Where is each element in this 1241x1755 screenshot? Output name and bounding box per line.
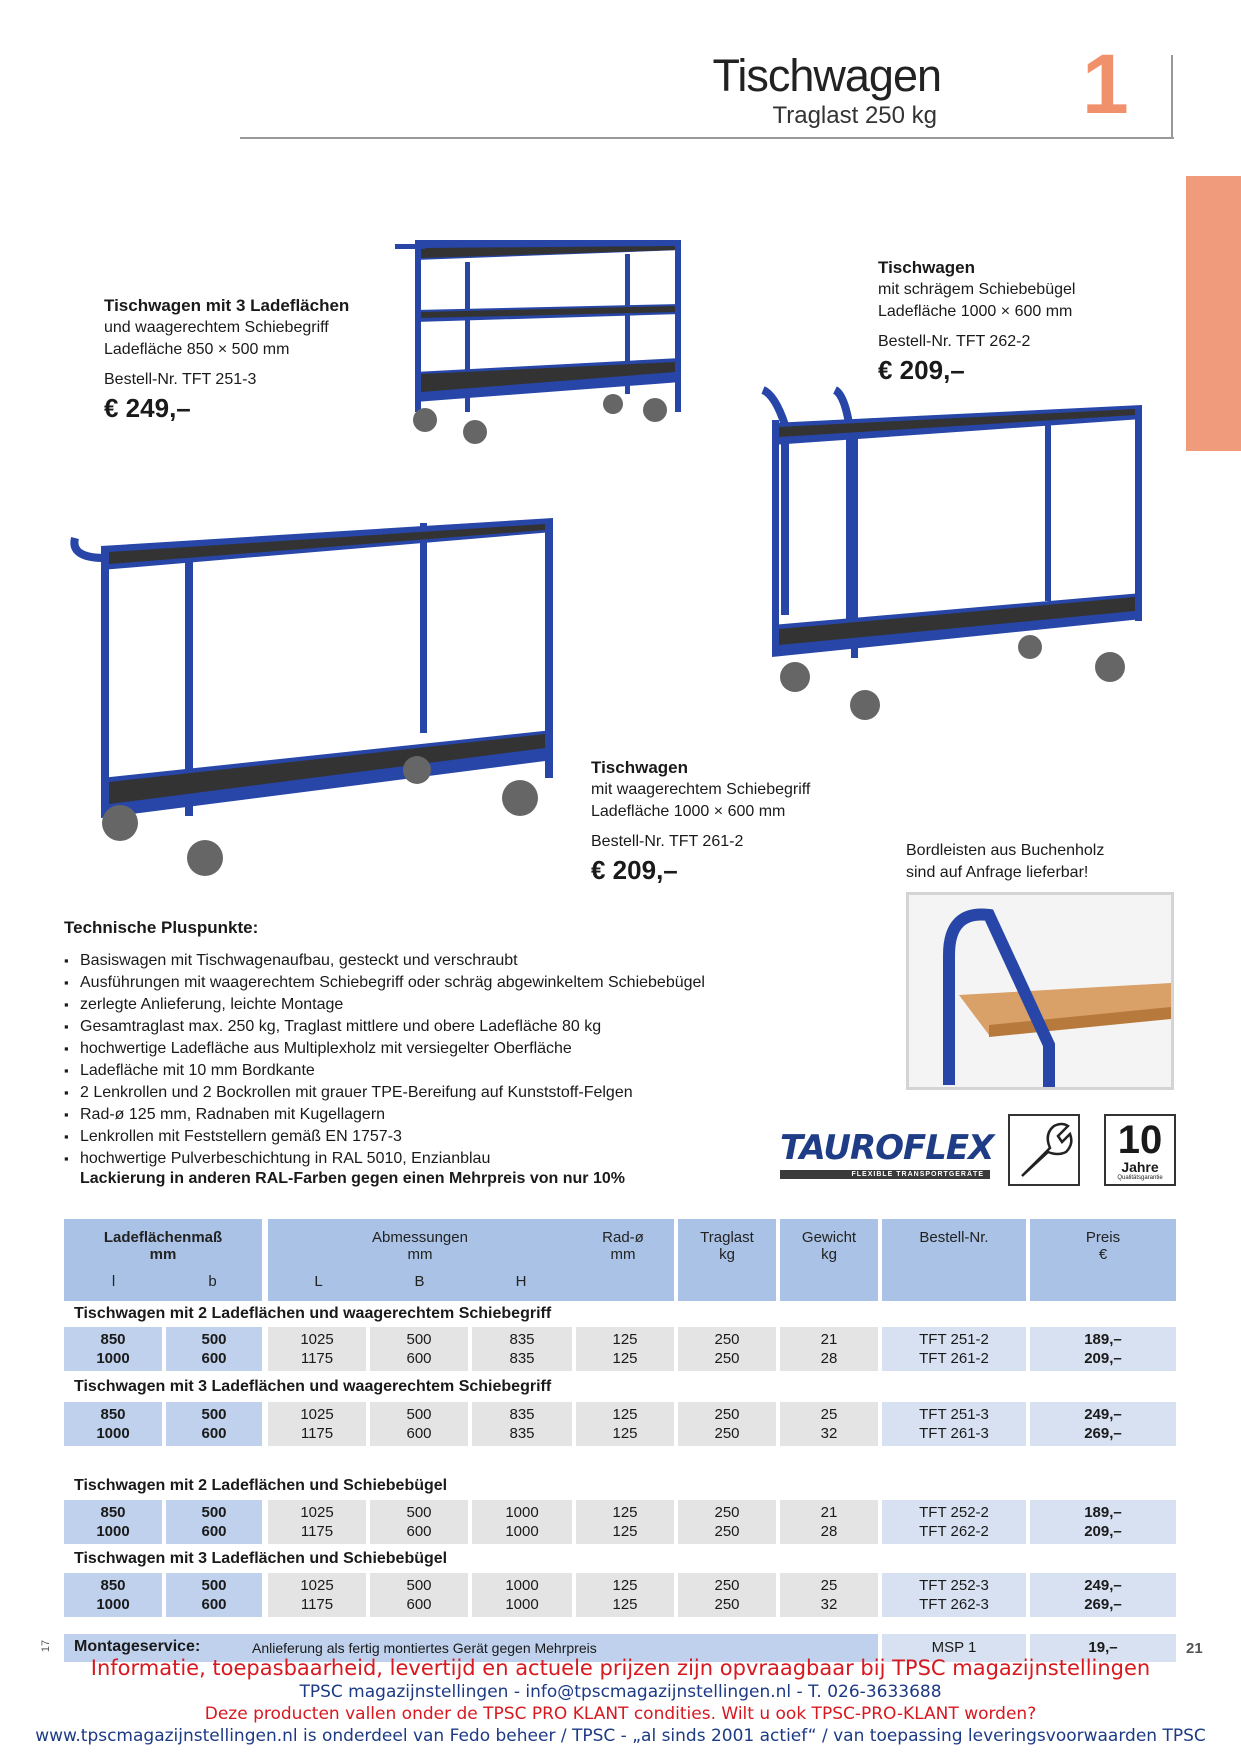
tech-item: ▪ Gesamtraglast max. 250 kg, Traglast mittlere und obere Ladefläche 80 kg xyxy=(64,1016,784,1038)
tech-item: ▪ Basiswagen mit Tischwagenaufbau, gesteckt und verschraubt xyxy=(64,950,784,972)
product-name: Tischwagen xyxy=(591,758,688,777)
product-tft-261-2 xyxy=(591,757,810,886)
cell-L xyxy=(268,1327,366,1371)
product-desc: und waagerechtem Schiebegriff xyxy=(104,319,329,336)
cell-bestell xyxy=(882,1500,1026,1544)
cell-value: 1025 xyxy=(300,1577,334,1594)
cell-value: 249,– xyxy=(1084,1577,1122,1594)
header-label: Abmessungen xyxy=(372,1229,468,1246)
cell-traglast xyxy=(678,1402,776,1446)
header-label: Traglast xyxy=(700,1229,754,1246)
header-label: Ladeflächenmaß xyxy=(103,1229,223,1246)
table-row-group xyxy=(64,1402,1176,1446)
cell-gewicht xyxy=(780,1573,878,1617)
guarantee-badge xyxy=(1104,1114,1176,1186)
cell-B xyxy=(370,1402,468,1446)
cell-value: 28 xyxy=(820,1350,838,1367)
cell-value: 1175 xyxy=(300,1350,334,1367)
wooden-edge-image xyxy=(909,895,1171,1087)
product-desc: Ladefläche 850 × 500 mm xyxy=(104,341,290,358)
product-order-number: Bestell-Nr. TFT 261-2 xyxy=(591,833,744,850)
cell-preis xyxy=(1030,1573,1176,1617)
cell-H xyxy=(472,1573,572,1617)
header-L: L xyxy=(314,1273,323,1290)
guarantee-number: 10 xyxy=(1117,1118,1163,1162)
product-order-number: Bestell-Nr. TFT 251-3 xyxy=(104,371,257,388)
header-vertical-rule xyxy=(1171,55,1173,139)
cell-value: 1000 xyxy=(96,1350,130,1367)
cell-l xyxy=(64,1327,162,1371)
service-preis: 19,– xyxy=(1030,1634,1176,1662)
cell-bestell xyxy=(882,1402,1026,1446)
cell-value: 850 xyxy=(100,1577,126,1594)
cell-value: TFT 252-3 xyxy=(919,1577,989,1594)
cell-traglast xyxy=(678,1573,776,1617)
section-title: Tischwagen mit 3 Ladeflächen und Schiebebügel xyxy=(74,1550,448,1567)
section-title: Tischwagen mit 2 Ladeflächen und waagerechtem Schiebegriff xyxy=(74,1305,552,1322)
cell-value: TFT 251-3 xyxy=(919,1406,989,1423)
cell-rad xyxy=(576,1402,674,1446)
table-row-group xyxy=(64,1327,1176,1371)
cell-gewicht xyxy=(780,1327,878,1371)
cell-value: TFT 261-3 xyxy=(919,1425,989,1442)
tech-item: ▪ hochwertige Ladefläche aus Multiplexholz mit versiegelter Oberfläche xyxy=(64,1038,784,1060)
service-text: Anlieferung als fertig montiertes Gerät gegen Mehrpreis xyxy=(252,1640,597,1656)
cell-value: 500 xyxy=(406,1331,432,1348)
product-desc: Ladefläche 1000 × 600 mm xyxy=(878,303,1073,320)
cell-B xyxy=(370,1573,468,1617)
header-gewicht xyxy=(780,1219,878,1301)
product-price: € 249,– xyxy=(104,393,191,423)
cell-value: 1000 xyxy=(505,1504,539,1521)
header-unit: kg xyxy=(821,1246,837,1263)
header-label: Rad-ø xyxy=(602,1229,644,1246)
cell-value: 1175 xyxy=(300,1425,334,1442)
cell-value: 1000 xyxy=(505,1523,539,1540)
cell-H xyxy=(472,1327,572,1371)
header-unit: mm xyxy=(407,1246,433,1263)
header-unit: mm xyxy=(610,1246,636,1263)
cell-value: 28 xyxy=(820,1523,838,1540)
cell-value: 125 xyxy=(612,1350,638,1367)
guarantee-subtitle: Qualitätsgarantie xyxy=(1117,1175,1163,1181)
cell-value: 835 xyxy=(509,1425,535,1442)
cell-value: 600 xyxy=(201,1596,227,1613)
cell-bestell xyxy=(882,1327,1026,1371)
cell-value: 125 xyxy=(612,1596,638,1613)
product-tft-251-3 xyxy=(104,295,349,424)
header-unit: kg xyxy=(719,1246,735,1263)
cell-value: 500 xyxy=(406,1577,432,1594)
footer-pro-klant: Deze producten vallen onder de TPSC PRO KLANT condities. Wilt u ook TPSC-PRO-KLANT worden? xyxy=(204,1704,1037,1724)
cell-value: 600 xyxy=(406,1425,432,1442)
cart-3-shelves-image xyxy=(395,232,695,452)
cell-traglast xyxy=(678,1327,776,1371)
tech-item: ▪ Ladefläche mit 10 mm Bordkante xyxy=(64,1060,784,1082)
cell-value: 250 xyxy=(714,1577,740,1594)
cell-value: 835 xyxy=(509,1331,535,1348)
bordleisten-line: sind auf Anfrage lieferbar! xyxy=(906,864,1089,881)
service-nr: MSP 1 xyxy=(882,1634,1026,1662)
cell-value: 32 xyxy=(820,1596,838,1613)
cell-value: 1025 xyxy=(300,1504,334,1521)
cell-value: 835 xyxy=(509,1350,535,1367)
cell-value: 1025 xyxy=(300,1406,334,1423)
section-title: Tischwagen mit 2 Ladeflächen und Schiebebügel xyxy=(74,1477,448,1494)
product-name: Tischwagen mit 3 Ladeflächen xyxy=(104,296,350,315)
cell-value: 600 xyxy=(201,1350,227,1367)
header-H: H xyxy=(515,1273,527,1290)
cell-value: 500 xyxy=(201,1577,227,1594)
header-ladeflaeche xyxy=(64,1219,262,1301)
cell-value: 250 xyxy=(714,1331,740,1348)
header-rad xyxy=(572,1219,674,1301)
product-price: € 209,– xyxy=(878,355,965,385)
cell-value: 1000 xyxy=(96,1523,130,1540)
cell-value: 250 xyxy=(714,1425,740,1442)
tech-item: ▪ Ausführungen mit waagerechtem Schiebegriff oder schräg abgewinkeltem Schiebebügel xyxy=(64,972,784,994)
product-desc: Ladefläche 1000 × 600 mm xyxy=(591,803,786,820)
footer-website[interactable]: www.tpscmagazijnstellingen.nl is onderdeel van Fedo beheer / TPSC - „al sinds 2001 actief“ / van toepassing leveringsvoorwaarden TPSC xyxy=(35,1726,1206,1746)
product-order-number: Bestell-Nr. TFT 262-2 xyxy=(878,333,1031,350)
tech-title: Technische Pluspunkte: xyxy=(64,918,259,937)
cell-value: 1175 xyxy=(300,1596,334,1613)
price-table xyxy=(64,1219,1176,1664)
cell-value: 1000 xyxy=(505,1577,539,1594)
cell-value: 250 xyxy=(714,1596,740,1613)
cell-value: 500 xyxy=(406,1406,432,1423)
cell-value: 125 xyxy=(612,1504,638,1521)
header-label: Gewicht xyxy=(801,1229,857,1246)
product-desc: mit waagerechtem Schiebegriff xyxy=(591,781,811,798)
cell-value: TFT 252-2 xyxy=(919,1504,989,1521)
cell-rad xyxy=(576,1327,674,1371)
cell-value: TFT 262-3 xyxy=(919,1596,989,1613)
footer-contact[interactable]: TPSC magazijnstellingen - info@tpscmagazijnstellingen.nl - T. 026-3633688 xyxy=(299,1682,942,1702)
cell-b xyxy=(166,1573,262,1617)
cell-gewicht xyxy=(780,1500,878,1544)
cell-H xyxy=(472,1402,572,1446)
cell-value: 125 xyxy=(612,1406,638,1423)
product-name: Tischwagen xyxy=(878,258,975,277)
cell-value: 125 xyxy=(612,1331,638,1348)
page-title: Tischwagen xyxy=(712,50,941,101)
product-tft-262-2 xyxy=(878,257,1075,386)
guarantee-word: Jahre xyxy=(1121,1159,1159,1175)
cart-schiebebuegel-image xyxy=(755,385,1150,725)
chapter-side-tab xyxy=(1186,176,1241,451)
cell-value: 500 xyxy=(406,1504,432,1521)
cell-value: 1000 xyxy=(96,1425,130,1442)
cell-value: 600 xyxy=(201,1425,227,1442)
cell-preis xyxy=(1030,1500,1176,1544)
cell-l xyxy=(64,1402,162,1446)
cell-rad xyxy=(576,1573,674,1617)
cell-value: 125 xyxy=(612,1425,638,1442)
cell-bestell xyxy=(882,1573,1026,1617)
cell-value: 1000 xyxy=(96,1596,130,1613)
cell-value: 600 xyxy=(201,1523,227,1540)
tech-list xyxy=(64,950,784,1170)
service-label: Montageservice: xyxy=(74,1638,201,1655)
header-abmessungen xyxy=(268,1219,572,1301)
page-number-right: 21 xyxy=(1186,1640,1203,1657)
brand-tagline: FLEXIBLE TRANSPORTGERÄTE xyxy=(780,1170,990,1179)
header-traglast xyxy=(678,1219,776,1301)
header-label: Bestell-Nr. xyxy=(919,1229,989,1246)
header-B: B xyxy=(414,1273,425,1290)
cell-value: TFT 251-2 xyxy=(919,1331,989,1348)
cell-b xyxy=(166,1500,262,1544)
cell-value: TFT 261-2 xyxy=(919,1350,989,1367)
cell-value: TFT 262-2 xyxy=(919,1523,989,1540)
cell-value: 500 xyxy=(201,1504,227,1521)
cell-value: 850 xyxy=(100,1406,126,1423)
cell-value: 209,– xyxy=(1084,1523,1122,1540)
cell-B xyxy=(370,1327,468,1371)
cell-value: 500 xyxy=(201,1406,227,1423)
product-desc: mit schrägem Schiebebügel xyxy=(878,281,1076,298)
header-l: l xyxy=(111,1273,116,1290)
table-row-group xyxy=(64,1573,1176,1617)
tech-item: ▪ hochwertige Pulverbeschichtung in RAL 5010, Enzianblau xyxy=(64,1148,784,1170)
cell-traglast xyxy=(678,1500,776,1544)
tech-item: ▪ zerlegte Anlieferung, leichte Montage xyxy=(64,994,784,1016)
wrench-icon xyxy=(1008,1114,1080,1186)
cell-H xyxy=(472,1500,572,1544)
header-bestell xyxy=(882,1219,1026,1301)
tech-item: ▪ Rad-ø 125 mm, Radnaben mit Kugellagern xyxy=(64,1104,784,1126)
cell-value: 125 xyxy=(612,1523,638,1540)
tech-note: Lackierung in anderen RAL-Farben gegen einen Mehrpreis von nur 10% xyxy=(80,1170,625,1187)
header-unit: € xyxy=(1098,1246,1108,1263)
footer-info: Informatie, toepasbaarheid, levertijd en actuele prijzen zijn opvraagbaar bij TPSC magazijnstellingen xyxy=(90,1656,1151,1680)
cell-value: 21 xyxy=(820,1504,838,1521)
cell-value: 835 xyxy=(509,1406,535,1423)
cell-b xyxy=(166,1402,262,1446)
bordleisten-line: Bordleisten aus Buchenholz xyxy=(906,842,1105,859)
brand-name: TAUROFLEX xyxy=(780,1128,994,1168)
header-unit: mm xyxy=(149,1246,177,1263)
tech-item: ▪ 2 Lenkrollen und 2 Bockrollen mit grauer TPE-Bereifung auf Kunststoff-Felgen xyxy=(64,1082,784,1104)
cell-B xyxy=(370,1500,468,1544)
cell-value: 21 xyxy=(820,1331,838,1348)
cell-value: 250 xyxy=(714,1523,740,1540)
cell-preis xyxy=(1030,1402,1176,1446)
cell-value: 600 xyxy=(406,1523,432,1540)
cell-value: 269,– xyxy=(1084,1425,1122,1442)
cell-l xyxy=(64,1573,162,1617)
cell-value: 25 xyxy=(820,1406,838,1423)
cell-value: 189,– xyxy=(1084,1331,1122,1348)
cell-L xyxy=(268,1573,366,1617)
cell-value: 250 xyxy=(714,1350,740,1367)
bordleisten-photo xyxy=(906,892,1174,1090)
header-b: b xyxy=(208,1273,217,1290)
product-price: € 209,– xyxy=(591,855,678,885)
cell-preis xyxy=(1030,1327,1176,1371)
table-row-group xyxy=(64,1500,1176,1544)
cell-L xyxy=(268,1500,366,1544)
header-label: Preis xyxy=(1085,1229,1121,1246)
cell-value: 32 xyxy=(820,1425,838,1442)
header-rule xyxy=(240,137,1174,139)
cell-L xyxy=(268,1402,366,1446)
cell-value: 850 xyxy=(100,1504,126,1521)
cell-value: 1000 xyxy=(505,1596,539,1613)
cell-l xyxy=(64,1500,162,1544)
cell-gewicht xyxy=(780,1402,878,1446)
page-subtitle: Traglast 250 kg xyxy=(772,102,937,129)
cell-value: 600 xyxy=(406,1596,432,1613)
cell-value: 249,– xyxy=(1084,1406,1122,1423)
cell-value: 600 xyxy=(406,1350,432,1367)
cell-value: 1025 xyxy=(300,1331,334,1348)
bordleisten-note xyxy=(906,840,1166,884)
page-number-left: 17 xyxy=(40,1639,53,1653)
cell-value: 250 xyxy=(714,1504,740,1521)
cell-b xyxy=(166,1327,262,1371)
cell-value: 209,– xyxy=(1084,1350,1122,1367)
cell-value: 250 xyxy=(714,1406,740,1423)
section-title: Tischwagen mit 3 Ladeflächen und waagerechtem Schiebegriff xyxy=(74,1378,552,1395)
cell-value: 850 xyxy=(100,1331,126,1348)
header-preis xyxy=(1030,1219,1176,1301)
chapter-number: 1 xyxy=(1082,37,1129,131)
tech-item: ▪ Lenkrollen mit Feststellern gemäß EN 1757-3 xyxy=(64,1126,784,1148)
cell-rad xyxy=(576,1500,674,1544)
cell-value: 25 xyxy=(820,1577,838,1594)
cell-value: 125 xyxy=(612,1577,638,1594)
tauroflex-logo xyxy=(780,1128,994,1188)
cart-schiebegriff-image xyxy=(65,508,565,888)
cell-value: 269,– xyxy=(1084,1596,1122,1613)
cell-value: 1175 xyxy=(300,1523,334,1540)
cell-value: 189,– xyxy=(1084,1504,1122,1521)
cell-value: 500 xyxy=(201,1331,227,1348)
